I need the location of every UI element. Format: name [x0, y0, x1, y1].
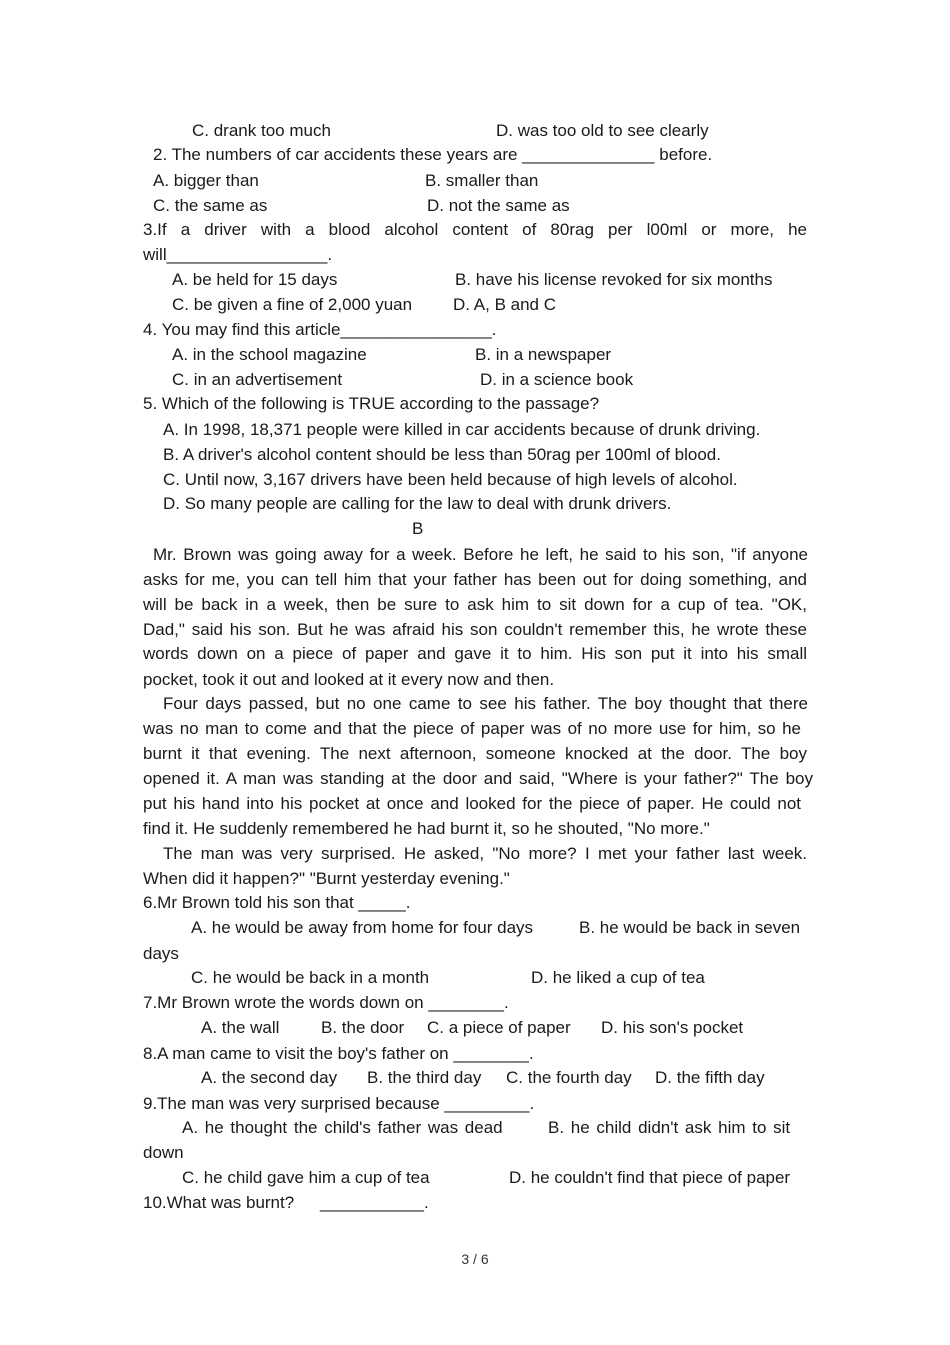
passage-p1-line: Mr. Brown was going away for a week. Before he left, he said to his son, "if anyone — [153, 545, 808, 564]
q10-answer-blank: ___________. — [320, 1193, 429, 1212]
q5-option-b: B. A driver's alcohol content should be less than 50rag per 100ml of blood. — [163, 445, 721, 464]
q3-option-a: A. be held for 15 days — [172, 270, 338, 289]
q6-option-b: B. he would be back in seven — [579, 918, 801, 937]
q8-option-d: D. the fifth day — [655, 1068, 765, 1087]
q4-option-a: A. in the school magazine — [172, 345, 367, 364]
passage-p1-line: pocket, took it out and looked at it every now and then. — [143, 670, 555, 689]
q5-option-d: D. So many people are calling for the law to deal with drunk drivers. — [163, 494, 672, 513]
q9-stem: 9.The man was very surprised because _________. — [143, 1094, 535, 1113]
q8-option-a: A. the second day — [201, 1068, 338, 1087]
passage-p1-line: will be back in a week, then be sure to ask him to sit down for a cup of tea. "OK, — [143, 595, 807, 614]
page-number: 3 / 6 — [461, 1251, 489, 1267]
passage-p1-line: asks for me, you can tell him that your father has been out for doing something, and — [143, 570, 807, 589]
q4-option-b: B. in a newspaper — [475, 345, 612, 364]
q6-option-b-cont: days — [143, 944, 179, 963]
passage-p2-line: opened it. A man was standing at the door and said, "Where is your father?" The boy — [143, 769, 813, 788]
passage-p2-line: put his hand into his pocket at once and looked for the piece of paper. He could not — [143, 794, 801, 813]
passage-p3-line: When did it happen?" "Burnt yesterday evening." — [143, 869, 510, 888]
q4-stem: 4. You may find this article________________. — [143, 320, 497, 339]
q2-option-c: C. the same as — [153, 196, 268, 215]
q3-stem-line2: will_________________. — [143, 245, 333, 264]
q4-option-d: D. in a science book — [480, 370, 634, 389]
q5-option-c: C. Until now, 3,167 drivers have been held because of high levels of alcohol. — [163, 470, 738, 489]
q9-option-b: B. he child didn't ask him to sit — [548, 1118, 791, 1137]
q4-option-c: C. in an advertisement — [172, 370, 343, 389]
q2-option-a: A. bigger than — [153, 171, 259, 190]
q8-option-b: B. the third day — [367, 1068, 482, 1087]
q6-option-d: D. he liked a cup of tea — [531, 968, 705, 987]
passage-p1-line: Dad," said his son. But he was afraid his son couldn't remember this, he wrote these — [143, 620, 807, 639]
q1-option-d: D. was too old to see clearly — [496, 121, 709, 140]
q9-option-c: C. he child gave him a cup of tea — [182, 1168, 430, 1187]
q5-stem: 5. Which of the following is TRUE according to the passage? — [143, 394, 600, 413]
q1-option-c: C. drank too much — [192, 121, 331, 140]
q2-option-d: D. not the same as — [427, 196, 570, 215]
q6-option-a: A. he would be away from home for four days — [191, 918, 534, 937]
q7-option-b: B. the door — [321, 1018, 405, 1037]
passage-p1-line: words down on a piece of paper and gave it to him. His son put it into his small — [143, 644, 807, 663]
q9-option-a: A. he thought the child's father was dead — [182, 1118, 503, 1137]
q10-stem: 10.What was burnt? — [143, 1193, 295, 1212]
q5-option-a: A. In 1998, 18,371 people were killed in car accidents because of drunk driving. — [163, 420, 761, 439]
q8-option-c: C. the fourth day — [506, 1068, 632, 1087]
q7-stem: 7.Mr Brown wrote the words down on ________. — [143, 993, 509, 1012]
q3-option-b: B. have his license revoked for six months — [455, 270, 773, 289]
q3-stem-line1: 3.If a driver with a blood alcohol content of 80rag per l00ml or more, he — [143, 220, 807, 239]
q6-option-c: C. he would be back in a month — [191, 968, 430, 987]
q3-option-d: D. A, B and C — [453, 295, 556, 314]
passage-p2-line: find it. He suddenly remembered he had burnt it, so he shouted, "No more." — [143, 819, 710, 838]
passage-p2-line: was no man to come and that the piece of paper was of no more use for him, so he — [143, 719, 801, 738]
passage-p3-line: The man was very surprised. He asked, "No more? I met your father last week. — [163, 844, 807, 863]
passage-p2-line: burnt it that evening. The next afternoon, someone knocked at the door. The boy — [143, 744, 807, 763]
q7-option-c: C. a piece of paper — [427, 1018, 571, 1037]
q8-stem: 8.A man came to visit the boy's father on ________. — [143, 1044, 534, 1063]
q9-option-b-cont: down — [143, 1143, 184, 1162]
section-b-heading: B — [412, 519, 424, 538]
q2-stem: 2. The numbers of car accidents these years are ______________ before. — [153, 145, 713, 164]
q3-option-c: C. be given a fine of 2,000 yuan — [172, 295, 413, 314]
q2-option-b: B. smaller than — [425, 171, 539, 190]
q6-stem: 6.Mr Brown told his son that _____. — [143, 893, 411, 912]
q7-option-a: A. the wall — [201, 1018, 280, 1037]
q9-option-d: D. he couldn't find that piece of paper — [509, 1168, 791, 1187]
q7-option-d: D. his son's pocket — [601, 1018, 744, 1037]
passage-p2-line: Four days passed, but no one came to see his father. The boy thought that there — [163, 694, 808, 713]
